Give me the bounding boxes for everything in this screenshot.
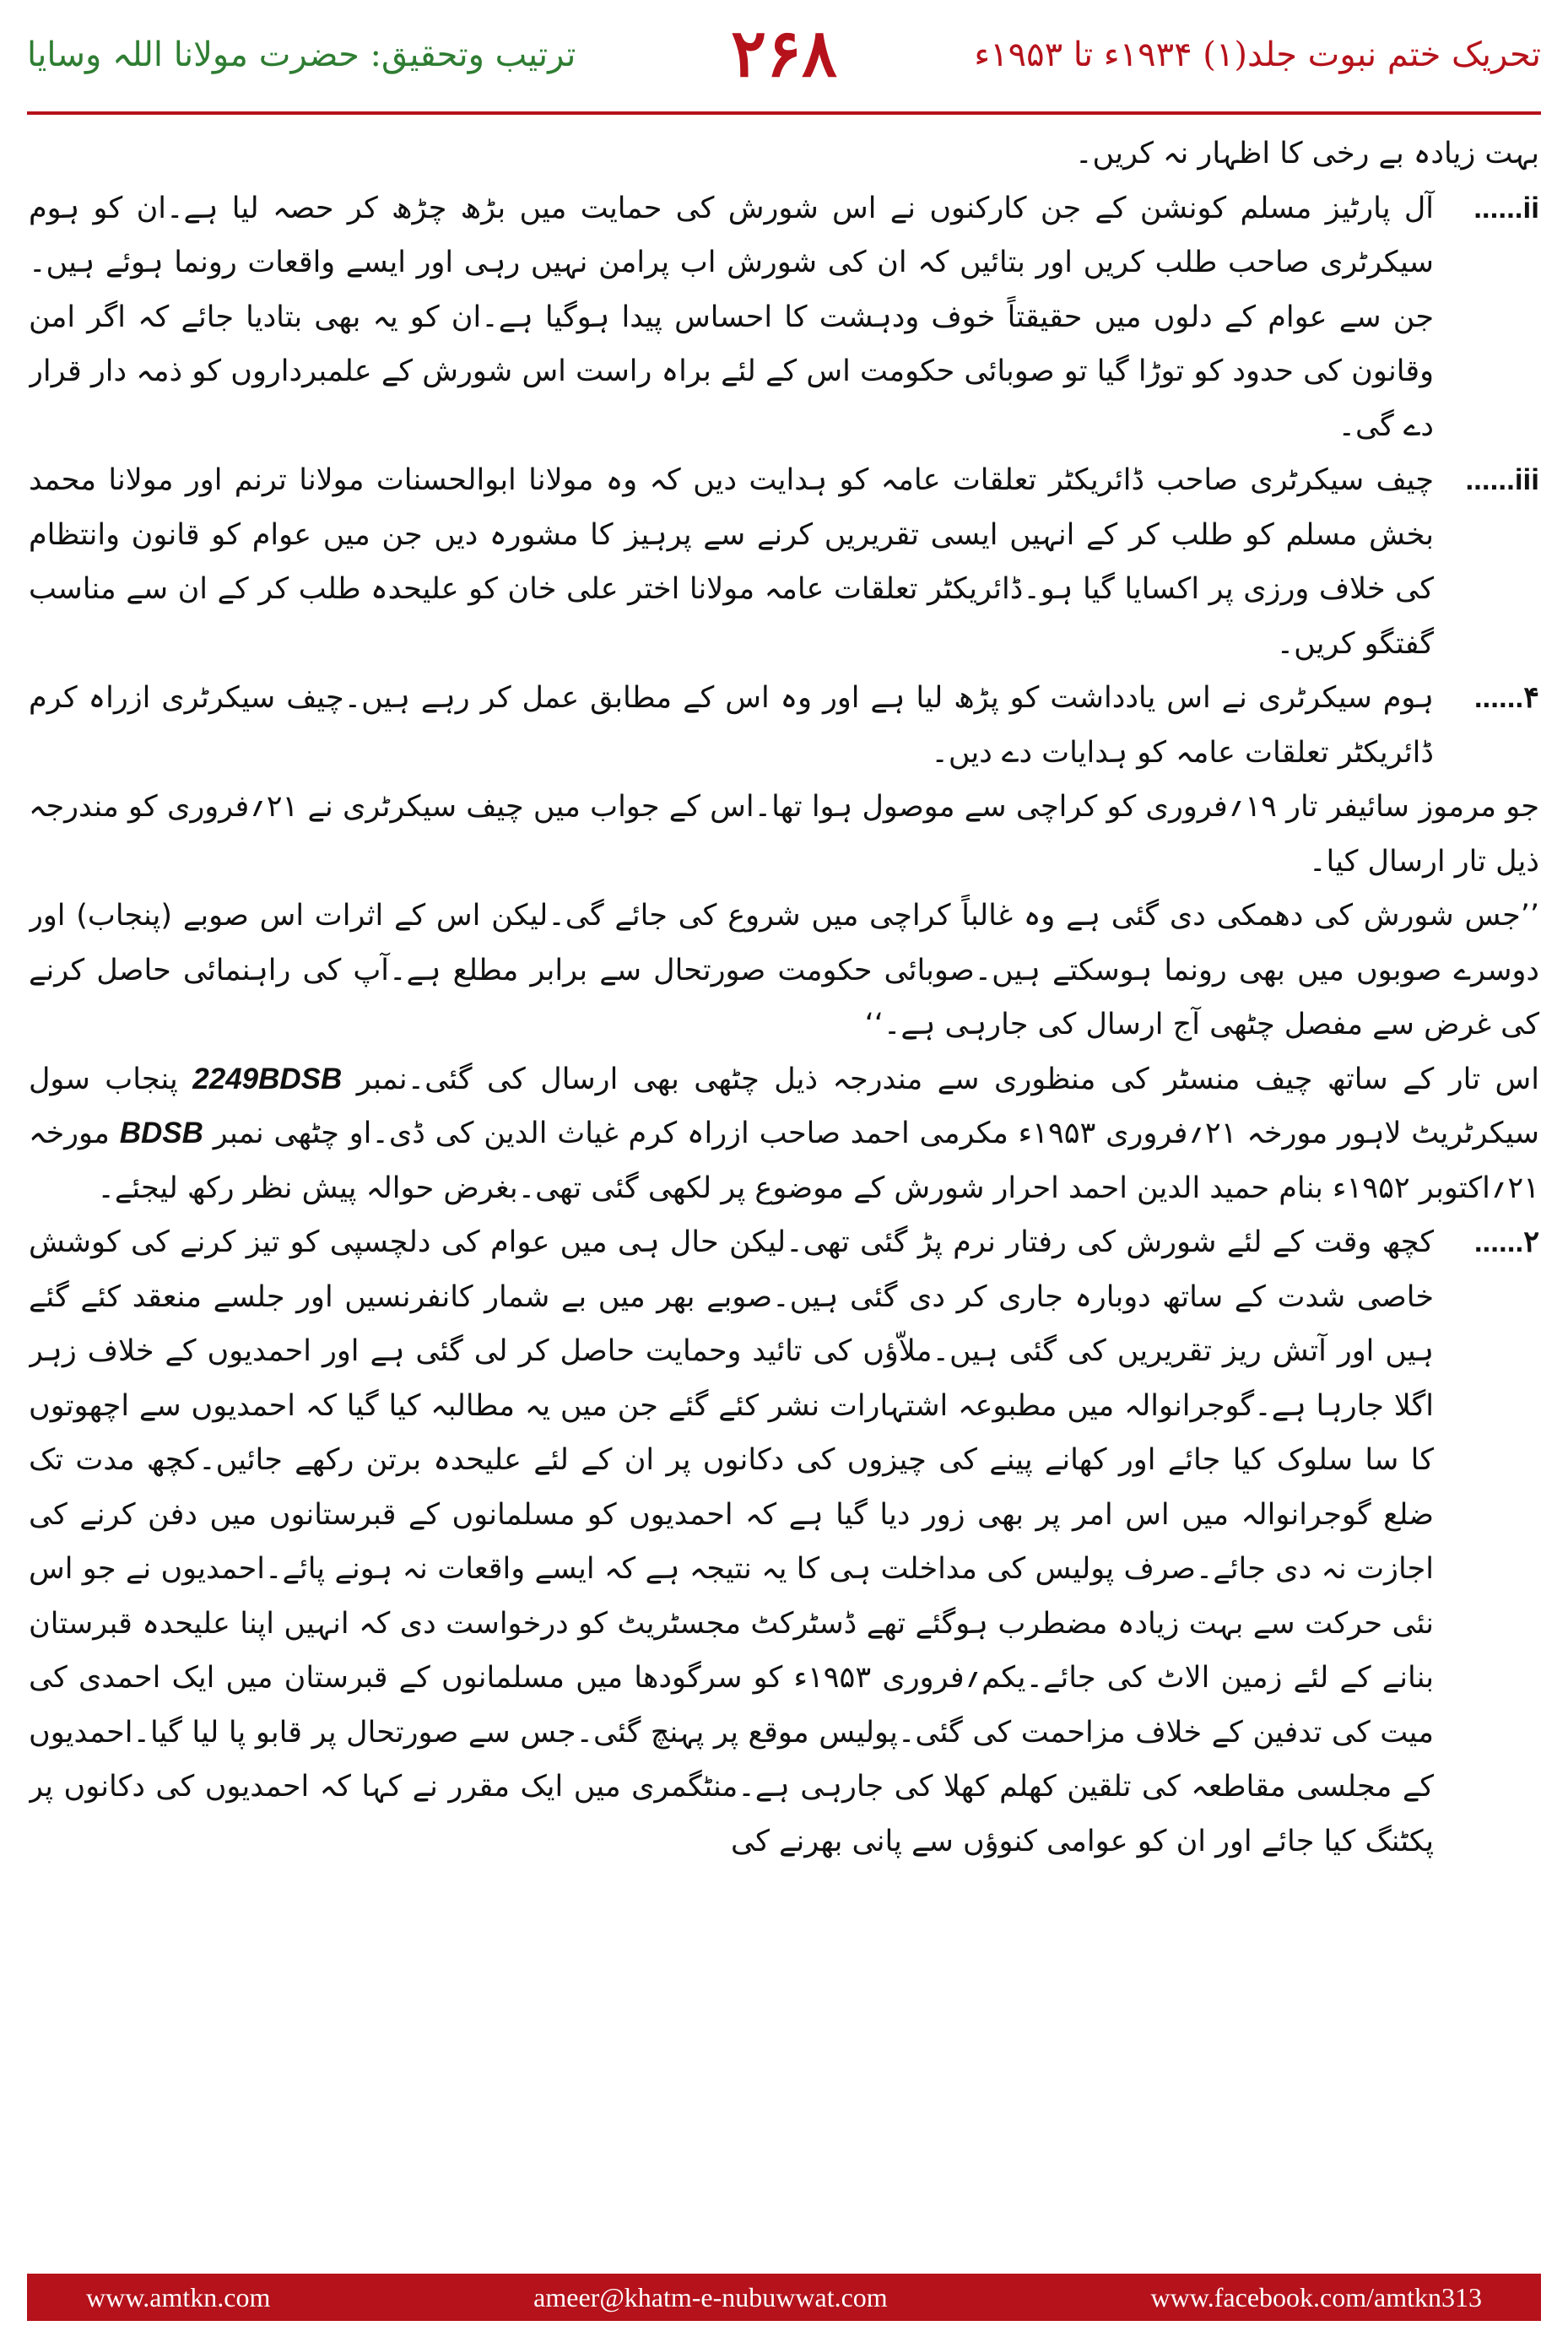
item-number: ۲...... <box>1473 1225 1539 1258</box>
item-number: ii...... <box>1473 191 1539 224</box>
website-link[interactable]: www.amtkn.com <box>86 2281 271 2312</box>
email-link[interactable]: ameer@khatm-e-nubuwwat.com <box>533 2281 888 2312</box>
item-text: چیف سیکرٹری صاحب ڈائریکٹر تعلقات عامہ کو ہدایت دیں کہ وہ مولانا ابوالحسنات مولانا ترنم اور مولانا محمد بخش مسلم کو طلب کر کے انہیں ایسی تقریریں کرنے سے پرہیز کا مشورہ دیں جن میں عوام کو قانون وانتظام کی خلاف ورزی پر اکسایا گیا ہو۔ڈائریکٹر تعلقات عامہ مولانا اختر علی خان کو علیحدہ طلب کر کے ان سے مناسب گفتگو کریں۔ <box>29 463 1434 661</box>
page-number: ۲۶۸ <box>731 15 837 92</box>
paragraph-letter <box>29 1052 1539 1216</box>
header-divider <box>27 111 1541 115</box>
book-title: تحریک ختم نبوت جلد(۱) ۱۹۳۴ء تا ۱۹۵۳ء <box>974 35 1541 74</box>
letter-text-a: اس تار کے ساتھ چیف منسٹر کی منظوری سے مندرجہ ذیل چٹھی بھی ارسال کی گئی۔نمبر <box>356 1062 1539 1096</box>
list-item-2 <box>29 1215 1539 1869</box>
letter-text-c: مورخہ ۲۱؍اکتوبر ۱۹۵۲ء بنام حمید الدین احمد احرار شورش کے موضوع پر لکھی گئی تھی۔بغرض حوالہ پیش نظر رکھ لیجئے۔ <box>29 1117 1539 1205</box>
page-header <box>27 12 1541 113</box>
letter-text-b: پنجاب سول سیکرٹریٹ لاہور مورخہ ۲۱؍فروری ۱۹۵۳ء مکرمی احمد صاحب ازراہ کرم غیاث الدین کی ڈی۔او چٹھی نمبر <box>29 1062 1539 1150</box>
item-text: آل پارٹیز مسلم کونشن کے جن کارکنوں نے اس شورش کی حمایت میں بڑھ چڑھ کر حصہ لیا ہے۔ان کو ہوم سیکرٹری صاحب طلب کریں اور بتائیں کہ ان کی شورش اب پرامن نہیں رہی اور ایسے واقعات رونما ہوئے ہیں۔جن سے عوام کے دلوں میں حقیقتاً خوف ودہشت کا احساس پیدا ہوگیا ہے۔ان کو یہ بھی بتادیا جائے کہ اگر امن وقانون کی حدود کو توڑا گیا تو صوبائی حکومت اس کے لئے براہ راست اس شورش کے علمبرداروں کو ذمہ دار قرار دے گی۔ <box>29 191 1434 443</box>
compiler-credit: ترتیب وتحقیق: حضرت مولانا اللہ وسایا <box>27 35 576 74</box>
item-text: ہوم سیکرٹری نے اس یادداشت کو پڑھ لیا ہے اور وہ اس کے مطابق عمل کر رہے ہیں۔چیف سیکرٹری ازراہ کرم ڈائریکٹر تعلقات عامہ کو ہدایات دے دیں۔ <box>29 681 1434 770</box>
paragraph-telegram-intro: جو مرموز سائیفر تار ۱۹؍فروری کو کراچی سے موصول ہوا تھا۔اس کے جواب میں چیف سیکرٹری نے ۲۱؍فروری کو مندرجہ ذیل تار ارسال کیا۔ <box>29 790 1539 879</box>
facebook-link[interactable]: www.facebook.com/amtkn313 <box>1150 2281 1482 2312</box>
paragraph-intro: بہت زیادہ بے رخی کا اظہار نہ کریں۔ <box>1075 137 1539 170</box>
item-number: iii...... <box>1465 463 1539 496</box>
list-item-iii <box>29 453 1539 671</box>
list-item-ii <box>29 181 1539 454</box>
page-footer <box>27 2274 1541 2321</box>
page-body <box>29 127 1539 2241</box>
reference-number-1: 2249BDSB <box>192 1062 343 1095</box>
reference-number-2: BDSB <box>119 1117 203 1149</box>
list-item-4 <box>29 671 1539 780</box>
item-text: کچھ وقت کے لئے شورش کی رفتار نرم پڑ گئی تھی۔لیکن حال ہی میں عوام کی دلچسپی کو تیز کرنے کی کوشش خاصی شدت کے ساتھ دوبارہ جاری کر دی گئی ہیں۔صوبے بھر میں بے شمار کانفرنسیں اور جلسے منعقد کئے گئے ہیں اور آتش ریز تقریریں کی گئی ہیں۔ملاّؤں کی تائید وحمایت حاصل کر لی گئی ہے اور احمدیوں کے خلاف زہر اگلا جارہا ہے۔گوجرانوالہ میں مطبوعہ اشتہارات نشر کئے گئے جن میں یہ مطالبہ کیا گیا کہ احمدیوں سے اچھوتوں کا سا سلوک کیا جائے اور کھانے پینے کی چیزوں کی دکانوں پر ان کے لئے علیحدہ برتن رکھے جائیں۔کچھ مدت تک ضلع گوجرانوالہ میں اس امر پر بھی زور دیا گیا ہے کہ احمدیوں کو مسلمانوں کے قبرستانوں میں دفن کرنے کی اجازت نہ دی جائے۔صرف پولیس کی مداخلت ہی کا یہ نتیجہ ہے کہ ایسے واقعات نہ ہونے پائے۔احمدیوں نے جو اس نئی حرکت سے بہت زیادہ مضطرب ہوگئے تھے ڈسٹرکٹ مجسٹریٹ کو درخواست دی کہ انہیں اپنا علیحدہ قبرستان بنانے کے لئے زمین الاٹ کی جائے۔یکم؍فروری ۱۹۵۳ء کو سرگودھا میں مسلمانوں کے قبرستان میں ایک احمدی کی میت کی تدفین کے خلاف مزاحمت کی گئی۔پولیس موقع پر پہنچ گئی۔جس سے صورتحال پر قابو پا لیا گیا۔احمدیوں کے مجلسی مقاطعہ کی تلقین کھلم کھلا کی جارہی ہے۔منٹگمری میں ایک مقرر نے کہا کہ احمدیوں کی دکانوں پر پکٹنگ کیا جائے اور ان کو عوامی کنوؤں سے پانی بھرنے کی <box>29 1225 1434 1858</box>
telegram-quote: ’’جس شورش کی دھمکی دی گئی ہے وہ غالباً کراچی میں شروع کی جائے گی۔لیکن اس کے اثرات اس صوبے (پنجاب) اور دوسرے صوبوں میں بھی رونما ہوسکتے ہیں۔صوبائی حکومت صورتحال سے برابر مطلع ہے۔آپ کی راہنمائی حاصل کرنے کی غرض سے مفصل چٹھی آج ارسال کی جارہی ہے۔‘‘ <box>29 899 1539 1041</box>
item-number: ۴...... <box>1473 681 1539 714</box>
